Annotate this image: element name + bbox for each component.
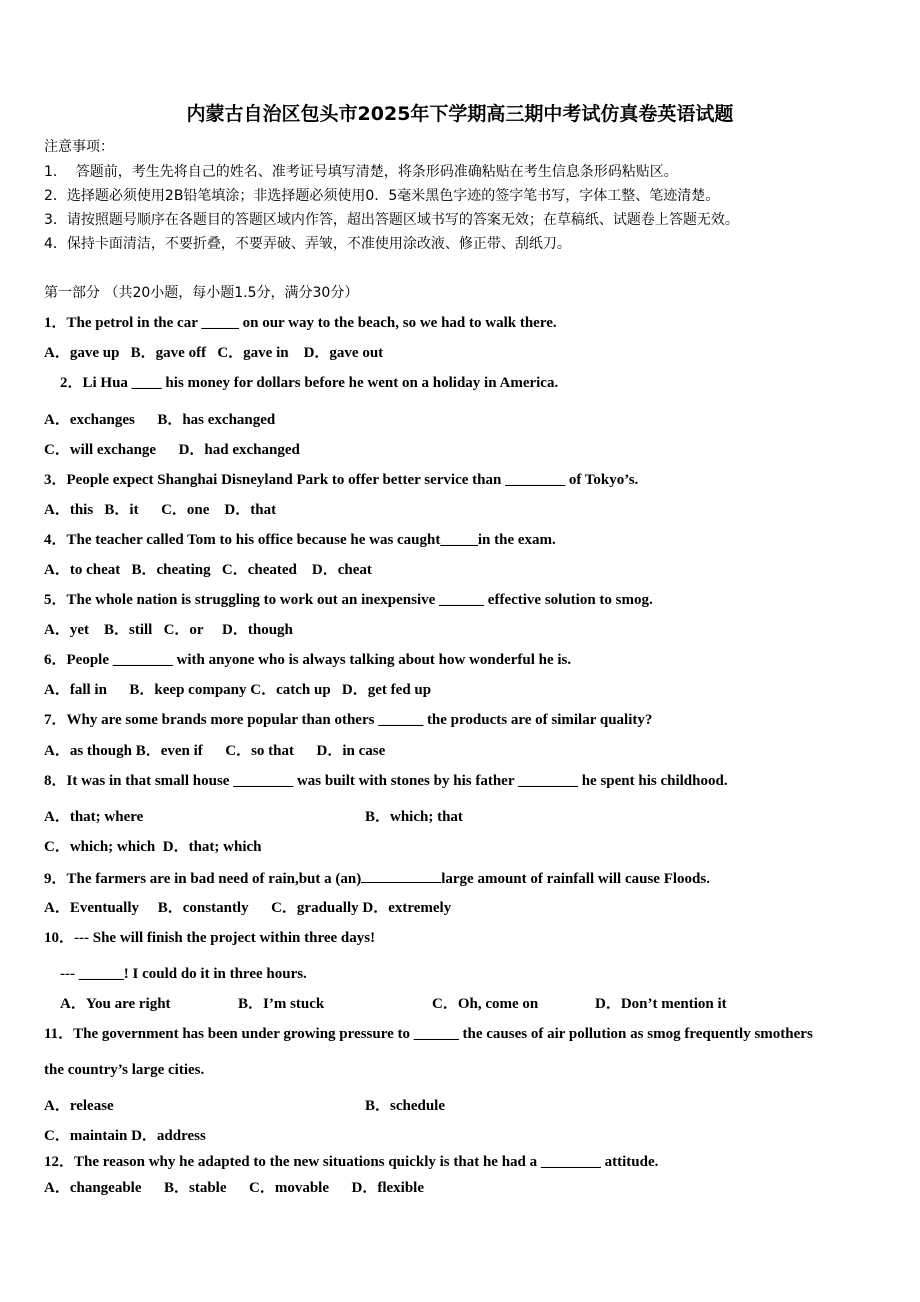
question-options: A．yet B．still C．or D．though bbox=[44, 622, 293, 638]
section-heading: 第一部分 （共20小题，每小题1.5分，满分30分） bbox=[44, 285, 359, 301]
option-a: A．that; where bbox=[44, 809, 144, 825]
question-options: A．changeable B．stable C．movable D．flexible bbox=[44, 1180, 424, 1196]
question-options: A．fall in B．keep company C．catch up D．get fed up bbox=[44, 682, 432, 698]
option-b: B．I’m stuck bbox=[238, 996, 325, 1012]
question-stem: 7．Why are some brands more popular than others ______ the products are of similar quality? bbox=[44, 712, 653, 728]
note-item: 1． 答题前，考生先将自己的姓名、准考证号填写清楚，将条形码准确粘贴在考生信息条形码粘贴区。 bbox=[44, 164, 678, 180]
question-stem: 6．People ________ with anyone who is always talking about how wonderful he is. bbox=[44, 652, 572, 668]
note-item: 2．选择题必须使用2B铅笔填涂；非选择题必须使用0．5毫米黑色字迹的签字笔书写，字体工整、笔迹清楚。 bbox=[44, 188, 720, 204]
question-options: A．to cheat B．cheating C．cheated D．cheat bbox=[44, 562, 372, 578]
question-stem: 11．The government has been under growing pressure to ______ the causes of air pollution as smog frequently smothers bbox=[44, 1026, 813, 1042]
question-options: C．maintain D．address bbox=[44, 1128, 206, 1144]
question-options: A．Eventually B．constantly C．gradually D．extremely bbox=[44, 900, 452, 916]
question-options: A．exchanges B．has exchanged bbox=[44, 412, 276, 428]
option-a: A．You are right bbox=[60, 996, 171, 1012]
question-options: A．gave up B．gave off C．gave in D．gave out bbox=[44, 345, 384, 361]
question-stem: 4．The teacher called Tom to his office because he was caught_____in the exam. bbox=[44, 532, 556, 548]
question-options: A．as though B．even if C．so that D．in case bbox=[44, 743, 386, 759]
option-b: B．which; that bbox=[365, 809, 463, 825]
question-stem: 5．The whole nation is struggling to work out an inexpensive ______ effective solution to smog. bbox=[44, 592, 653, 608]
note-item: 4．保持卡面清洁，不要折叠，不要弄破、弄皱，不准使用涂改液、修正带、刮纸刀。 bbox=[44, 236, 571, 252]
stem-part: large amount of rainfall will cause Floods. bbox=[441, 871, 710, 887]
question-options: C．will exchange D．had exchanged bbox=[44, 442, 300, 458]
question-options: A．this B．it C．one D．that bbox=[44, 502, 277, 518]
page-title: 内蒙古自治区包头市2025年下学期高三期中考试仿真卷英语试题 bbox=[186, 103, 734, 125]
question-stem bbox=[44, 867, 710, 889]
question-stem-continued: the country’s large cities. bbox=[44, 1062, 205, 1078]
stem-part: 9．The farmers are in bad need of rain,but a (an) bbox=[44, 871, 362, 887]
question-stem: 8．It was in that small house ________ was built with stones by his father ________ he spent his childhood. bbox=[44, 773, 728, 789]
question-stem: 3．People expect Shanghai Disneyland Park to offer better service than ________ of Tokyo’s. bbox=[44, 472, 639, 488]
question-options: C．which; which D．that; which bbox=[44, 839, 262, 855]
question-stem: 12．The reason why he adapted to the new situations quickly is that he had a ________ attitude. bbox=[44, 1154, 659, 1170]
dialogue-reply: --- ______! I could do it in three hours. bbox=[60, 966, 307, 982]
option-a: A．release bbox=[44, 1098, 114, 1114]
answer-blank bbox=[361, 867, 441, 883]
option-c: C．Oh, come on bbox=[432, 996, 539, 1012]
option-d: D．Don’t mention it bbox=[595, 996, 727, 1012]
question-stem: 2．Li Hua ____ his money for dollars before he went on a holiday in America. bbox=[60, 375, 559, 391]
note-item: 3．请按照题号顺序在各题目的答题区域内作答，超出答题区域书写的答案无效；在草稿纸、试题卷上答题无效。 bbox=[44, 212, 739, 228]
question-stem: 1．The petrol in the car _____ on our way to the beach, so we had to walk there. bbox=[44, 315, 557, 331]
option-b: B．schedule bbox=[365, 1098, 446, 1114]
question-stem: 10．--- She will finish the project within three days! bbox=[44, 930, 376, 946]
notes-heading: 注意事项： bbox=[44, 139, 114, 155]
